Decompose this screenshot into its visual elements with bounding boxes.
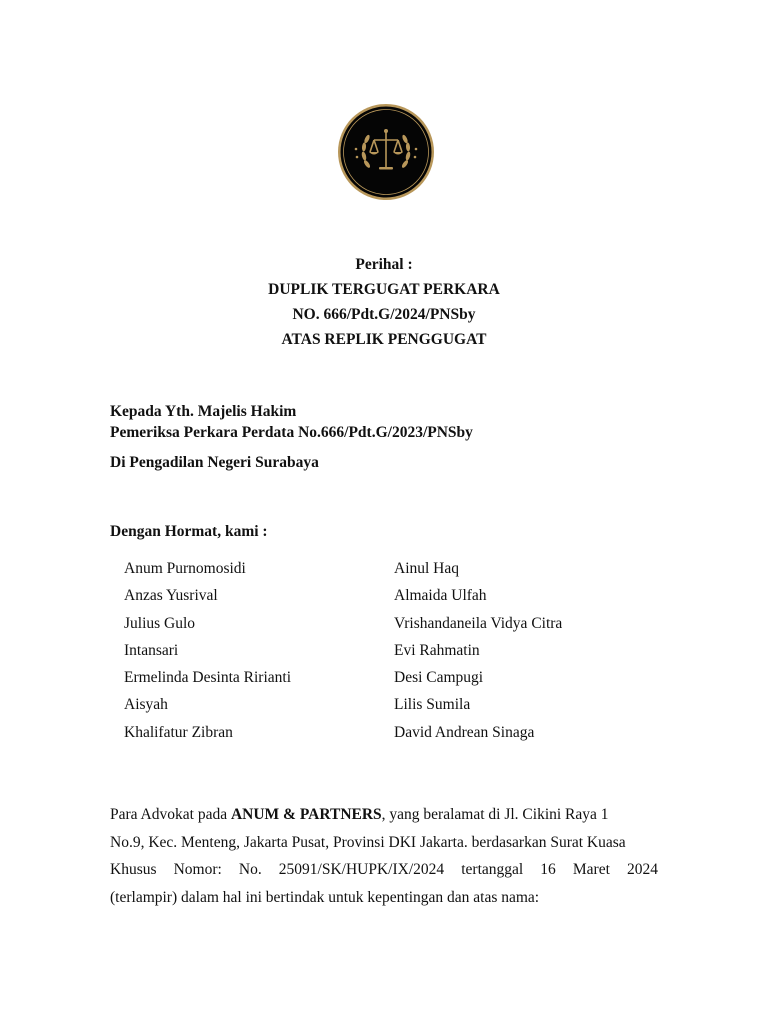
subject-label: Perihal :: [355, 256, 413, 273]
power-of-attorney-paragraph: [110, 801, 658, 911]
advocate-name: David Andrean Sinaga: [394, 723, 535, 741]
advocate-name: Aisyah: [124, 696, 168, 714]
case-number: NO. 666/Pdt.G/2024/PNSby: [292, 306, 476, 323]
advocate-name: Lilis Sumila: [394, 696, 471, 714]
paragraph-line: No.9, Kec. Menteng, Jakarta Pusat, Provinsi DKI Jakarta. berdasarkan Surat Kuasa: [110, 833, 626, 851]
advocate-column-left: [124, 557, 394, 748]
paragraph-line: Khusus Nomor: No. 25091/SK/HUPK/IX/2024 tertanggal 16 Maret 2024: [110, 861, 658, 878]
firm-name: ANUM & PARTNERS: [230, 806, 382, 823]
recipient-court: Di Pengadilan Negeri Surabaya: [110, 454, 319, 471]
advocate-name: Anum Purnomosidi: [124, 560, 246, 577]
document-subtitle: ATAS REPLIK PENGGUGAT: [281, 331, 487, 348]
paragraph-text: Para Advokat pada ANUM & PARTNERS, yang beralamat di Jl. Cikini Raya 1: [110, 806, 609, 823]
advocate-name: Intansari: [124, 641, 179, 659]
advocate-name: Khalifatur Zibran: [124, 723, 233, 741]
subject-block: [0, 252, 768, 352]
paragraph-line: [110, 801, 658, 829]
scales-of-justice-icon: [336, 102, 436, 202]
paragraph-line: (terlampir) dalam hal ini bertindak untuk kepentingan dan atas nama:: [110, 888, 540, 906]
recipient-block: [110, 401, 473, 473]
document-title: DUPLIK TERGUGAT PERKARA: [268, 281, 500, 298]
advocate-name: Julius Gulo: [124, 614, 196, 632]
greeting: Dengan Hormat, kami :: [110, 523, 268, 540]
advocate-name: Vrishandaneila Vidya Citra: [394, 614, 563, 632]
advocate-name: Ermelinda Desinta Ririanti: [124, 669, 292, 687]
advocate-column-right: [394, 557, 644, 748]
advocate-name: Anzas Yusrival: [124, 587, 218, 605]
advocate-name: Ainul Haq: [394, 560, 460, 577]
advocate-name: Almaida Ulfah: [394, 587, 487, 605]
recipient-addressee: Kepada Yth. Majelis Hakim: [110, 403, 297, 420]
advocate-name: Desi Campugi: [394, 669, 484, 687]
advocate-list: [124, 557, 644, 748]
recipient-case: Pemeriksa Perkara Perdata No.666/Pdt.G/2023/PNSby: [110, 424, 473, 441]
advocate-name: Evi Rahmatin: [394, 641, 480, 659]
